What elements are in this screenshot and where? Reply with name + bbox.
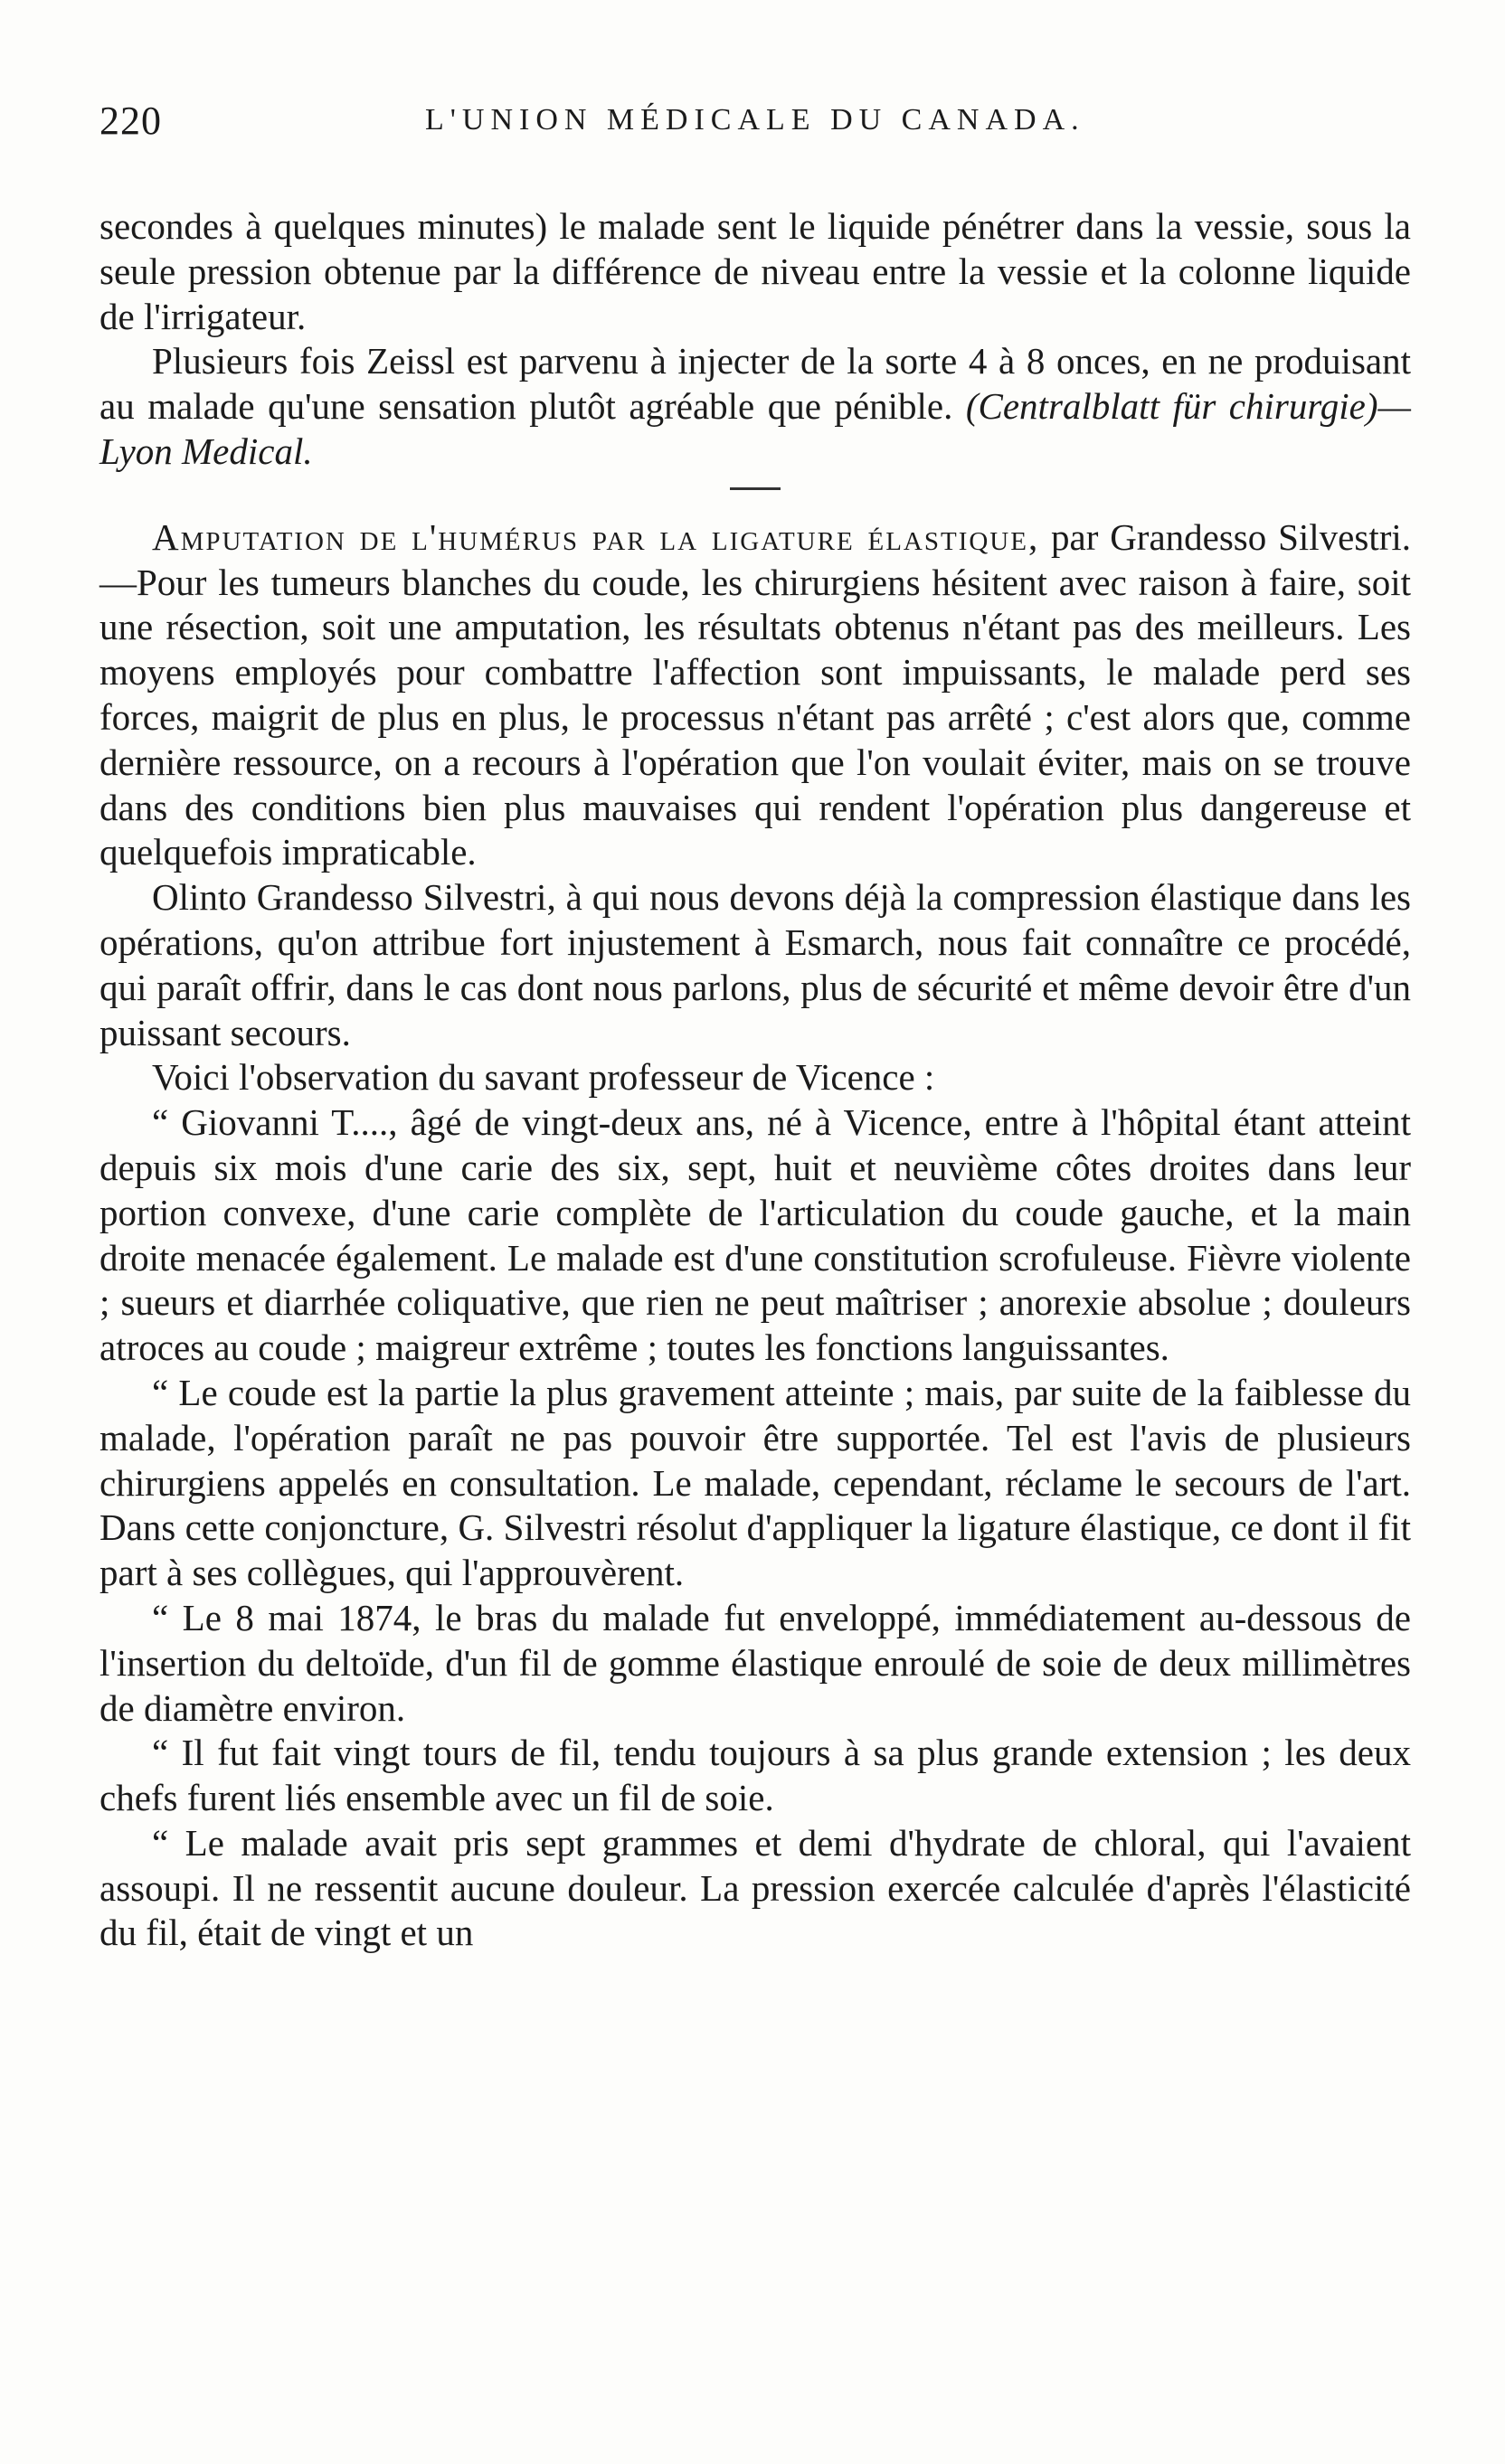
- paragraph-continuation: secondes à quelques minutes) le malade sent le liquide pénétrer dans la vessie, sous la seule pression obtenue par la différence de niveau entre la vessie et la colonne liquide de l'irrigateur.: [99, 205, 1411, 337]
- paragraph-text: par Grandesso Silvestri.—Pour les tumeurs blanches du coude, les chirurgiens hésitent avec raison à faire, soit une résection, soit une amputation, les résultats obtenus n'étant pas des meilleurs. Les moyens employés pour combattre l'affection sont impuissants, le malade perd ses forces, maigrit de plus en plus, le processus n'étant pas arrêté ; c'est alors que, comme dernière ressource, on a recours à l'opération que l'on voulait éviter, mais on se trouve dans des conditions bien plus mauvaises qui rendent l'opération plus dangereuse et quelquefois impraticable.: [99, 515, 1411, 873]
- page-header: [99, 98, 1411, 152]
- paragraph-text: Plusieurs fois Zeissl est parvenu à injecter de la sorte 4 à 8 onces, en ne produisant au malade qu'une sensation plutôt agréable que pénible.: [99, 340, 1411, 428]
- paragraph-zeissl: [99, 339, 1411, 474]
- article-body: [99, 204, 1411, 1956]
- running-title: L'UNION MÉDICALE DU CANADA.: [425, 103, 1085, 137]
- section-divider: [730, 487, 781, 490]
- paragraph-8-mai: “ Le 8 mai 1874, le bras du malade fut enveloppé, immédiatement au-dessous de l'insertion du deltoïde, d'un fil de gomme élastique enroulé de soie de deux millimètres de diamètre environ.: [99, 1596, 1411, 1729]
- paragraph-amputation: [99, 515, 1411, 875]
- paragraph-coude: “ Le coude est la partie la plus gravement atteinte ; mais, par suite de la faiblesse du malade, l'opération paraît ne pas pouvoir être supportée. Tel est l'avis de plusieurs chirurgiens appelés en consultation. Le malade, cependant, réclame le secours de l'art. Dans cette conjoncture, G. Silvestri résolut d'appliquer la ligature élastique, ce dont il fit part à ses collègues, qui l'approuvèrent.: [99, 1371, 1411, 1594]
- paragraph-silvestri: Olinto Grandesso Silvestri, à qui nous devons déjà la compression élastique dans les opérations, qu'on attribue fort injustement à Esmarch, nous fait connaître ce procédé, qui paraît offrir, dans le cas dont nous parlons, plus de sécurité et même devoir être d'un puissant secours.: [99, 876, 1411, 1053]
- source-citation: (Centralblatt für chirurgie)—Lyon Medical.: [99, 385, 1411, 472]
- paragraph-vingt-tours: “ Il fut fait vingt tours de fil, tendu toujours à sa plus grande extension ; les deux chefs furent liés ensemble avec un fil de soie.: [99, 1732, 1411, 1819]
- paragraph-observation-intro: Voici l'observation du savant professeur de Vicence :: [152, 1056, 935, 1099]
- article-heading: Amputation de l'humérus par la ligature élastique,: [152, 515, 1040, 558]
- page-number: 220: [99, 99, 162, 143]
- paragraph-chloral: “ Le malade avait pris sept grammes et demi d'hydrate de chloral, qui l'avaient assoupi. Il ne ressentit aucune douleur. La pression exercée calculée d'après l'élasticité du fil, était de vingt et un: [99, 1821, 1411, 1954]
- paragraph-case-giovanni: “ Giovanni T...., âgé de vingt-deux ans, né à Vicence, entre à l'hôpital étant atteint depuis six mois d'une carie des six, sept, huit et neuvième côtes droites dans leur portion convexe, d'une carie complète de l'articulation du coude gauche, et la main droite menacée également. Le malade est d'une constitution scrofuleuse. Fièvre violente ; sueurs et diarrhée coliquative, que rien ne peut maîtriser ; anorexie absolue ; douleurs atroces au coude ; maigreur extrême ; toutes les fonctions languissantes.: [99, 1101, 1411, 1369]
